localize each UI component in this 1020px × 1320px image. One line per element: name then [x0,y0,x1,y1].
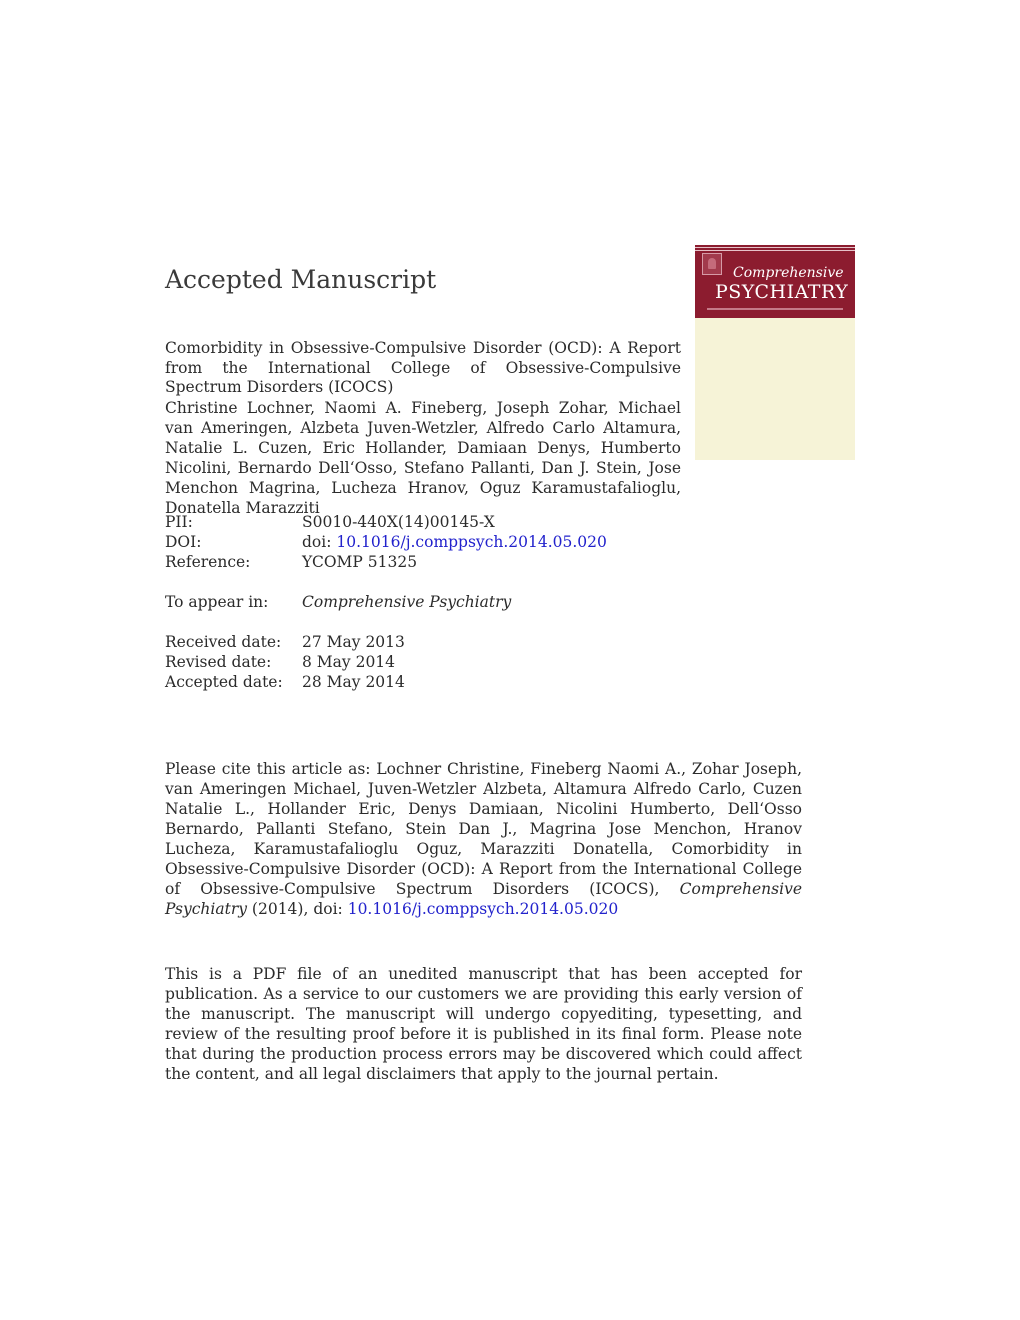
cover-band [695,245,855,318]
accepted-label: Accepted date: [165,673,283,691]
reference-label: Reference: [165,553,251,571]
citation-doi-link[interactable]: 10.1016/j.comppsych.2014.05.020 [347,900,619,918]
doi-label: DOI: [165,533,202,551]
page-heading: Accepted Manuscript [165,265,437,294]
citation-paragraph [165,759,802,919]
article-title: Comorbidity in Obsessive-Compulsive Disorder (OCD): A Report from the International College of Obsessive-Compulsive Spectrum Disorders (ICOCS) [165,339,681,396]
revised-label: Revised date: [165,653,272,671]
accepted-value: 28 May 2014 [302,673,405,691]
appear-label: To appear in: [165,593,269,611]
publication-notice: This is a PDF file of an unedited manuscript that has been accepted for publication. As a service to our customers we are providing this early version of the manuscript. The manuscript will undergo copyediting, typesetting, and review of the resulting proof before it is published in its final form. Please note that during the production process errors may be discovered which could affect the content, and all legal disclaimers that apply to the journal pertain. [165,965,802,1083]
received-label: Received date: [165,633,282,651]
citation-doi-prefix: doi: [313,900,343,918]
revised-value: 8 May 2014 [302,653,396,671]
author-list: Christine Lochner, Naomi A. Fineberg, Joseph Zohar, Michael van Ameringen, Alzbeta Juven-Wetzler, Alfredo Carlo Altamura, Natalie L. Cuzen, Eric Hollander, Damiaan Denys, Humberto Nicolini, Bernardo Dell‘Osso, Stefano Pallanti, Dan J. Stein, Jose Menchon Magrina, Lucheza Hranov, Oguz Karamustafalioglu, Donatella Marazziti [165,399,681,517]
doi-link[interactable]: 10.1016/j.comppsych.2014.05.020 [336,533,607,551]
citation-year: (2014), [251,900,309,918]
cover-stripe [695,250,855,251]
reference-value: YCOMP 51325 [302,553,418,571]
doi-prefix: doi: [302,533,332,551]
pii-value: S0010-440X(14)00145-X [302,513,495,531]
journal-cover [695,245,855,460]
appear-value: Comprehensive Psychiatry [302,593,512,611]
citation-text: Please cite this article as: Lochner Christine, Fineberg Naomi A., Zohar Joseph, van Ameringen Michael, Juven-Wetzler Alzbeta, Altamura Alfredo Carlo, Cuzen Natalie L., Hollander Eric, Denys Damiaan, Nicolini Humberto, Dell‘Osso Bernardo, Pallanti Stefano, Stein Dan J., Magrina Jose Menchon, Hranov Lucheza, Karamustafalioglu Oguz, Marazziti Donatella, Comorbidity in Obsessive-Compulsive Disorder (OCD): A Report from the International College of Obsessive-Compulsive Spectrum Disorders (ICOCS), [165,760,802,898]
citation-journal: Comprehensive Psychiatry [165,880,802,918]
doi-value-wrap [302,532,607,552]
received-value: 27 May 2013 [302,633,405,651]
cover-tagline [707,308,843,310]
cover-stripe [695,247,855,248]
pii-label: PII: [165,513,193,531]
cover-title-line1: Comprehensive [733,265,844,281]
publisher-logo-icon [702,253,722,275]
cover-title-line2: PSYCHIATRY [715,281,849,303]
